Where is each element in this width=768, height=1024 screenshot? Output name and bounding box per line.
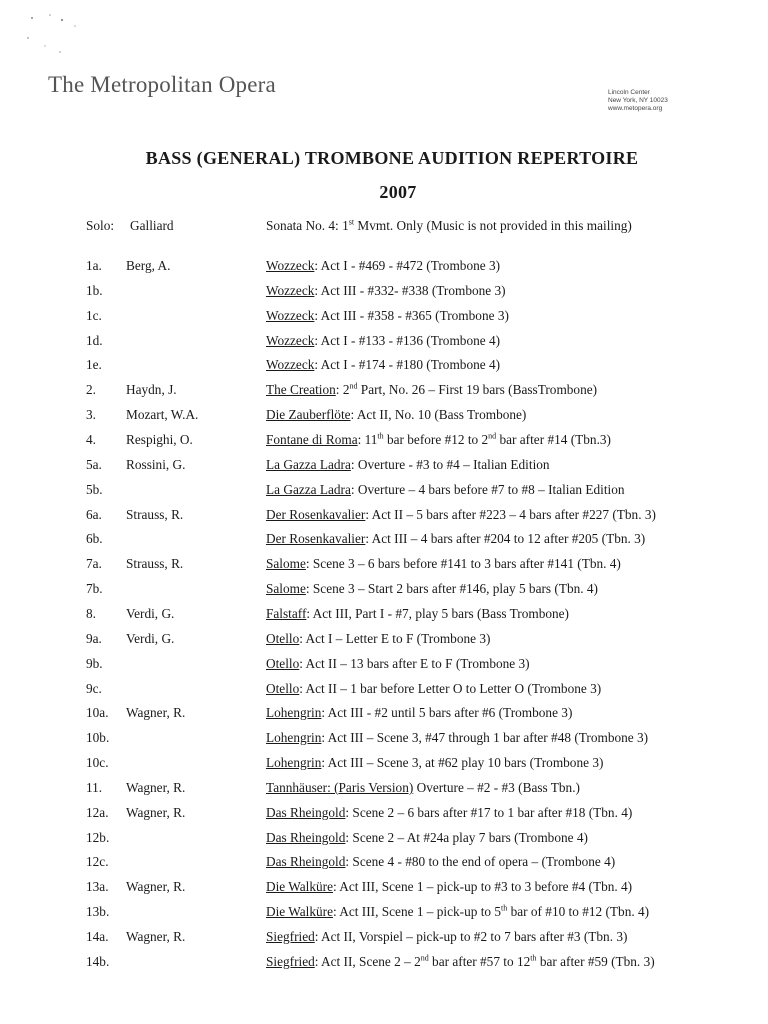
work-title: Der Rosenkavalier (266, 531, 366, 547)
work-title: Lohengrin (266, 705, 322, 721)
text-part: : Act II – 1 bar before Letter O to Letter O (Trombone 3) (299, 680, 602, 696)
ordinal-suffix: st (348, 217, 355, 227)
entry-number: 11. (86, 779, 103, 795)
work-title: Der Rosenkavalier (266, 506, 366, 522)
met-opera-logo: The Metropolitan Opera (48, 72, 276, 97)
entry-number: 4. (86, 432, 96, 447)
entry-composer: Haydn, J. (126, 382, 177, 398)
entry-number: 1e. (86, 357, 102, 373)
solo-label: Solo: (86, 218, 115, 233)
entry-number: 10c. (86, 755, 109, 770)
text-part: : Scene 3 – 6 bars before #141 to 3 bars after #141 (Tbn. 4) (305, 556, 621, 572)
entry-piece (266, 606, 569, 622)
address-block (608, 89, 668, 113)
repertoire-row (0, 581, 768, 603)
work-title: Lohengrin (266, 755, 322, 770)
repertoire-row (0, 283, 768, 305)
entry-piece (266, 382, 597, 398)
text-part: bar after #57 to 12 (428, 953, 531, 969)
entry-number: 14a. (86, 929, 109, 944)
entry-number: 12c. (86, 854, 109, 870)
work-title: Otello (266, 680, 300, 696)
repertoire-row (0, 681, 768, 703)
entry-number: 8. (86, 605, 96, 621)
repertoire-row (0, 407, 768, 429)
scan-specks (20, 8, 90, 58)
entry-composer: Strauss, R. (126, 556, 184, 572)
repertoire-row (0, 830, 768, 852)
text-part: : Act I – Letter E to F (Trombone 3) (299, 630, 491, 646)
address-line: www.metopera.org (608, 105, 663, 112)
work-title: Tannhäuser: (Paris Version) (266, 779, 414, 795)
entry-number: 1b. (86, 282, 103, 298)
entry-piece (266, 656, 530, 672)
entry-piece (266, 432, 611, 448)
repertoire-row (0, 507, 768, 529)
entry-piece (266, 755, 603, 771)
entry-number: 9a. (86, 630, 102, 646)
text-part: bar after #14 (Tbn.3) (496, 432, 611, 447)
text-part: : Act II, No. 10 (Bass Trombone) (350, 407, 527, 423)
text-part: bar after #59 (Tbn. 3) (536, 953, 655, 969)
repertoire-row (0, 333, 768, 355)
entry-number: 12a. (86, 804, 109, 820)
entry-piece (266, 631, 490, 647)
repertoire-row (0, 730, 768, 752)
repertoire-row (0, 879, 768, 901)
ordinal-suffix: nd (420, 953, 429, 963)
text-part: : Act III - #332- #338 (Trombone 3) (314, 282, 506, 298)
text-part: : Overture – 4 bars before #7 to #8 – Italian Edition (350, 481, 625, 497)
text-part: bar of #10 to #12 (Tbn. 4) (507, 904, 650, 920)
text-part: bar before #12 to 2 (383, 432, 489, 447)
entry-piece (266, 258, 500, 274)
text-part: : Overture - #3 to #4 – Italian Edition (350, 456, 550, 472)
text-part: Sonata No. 4: 1 (266, 218, 349, 233)
repertoire-row (0, 482, 768, 504)
entry-piece (266, 357, 500, 373)
work-title: Siegfried (266, 929, 315, 944)
repertoire-row (0, 308, 768, 330)
text-part: : Act II, Scene 2 – 2 (314, 953, 421, 969)
entry-piece (266, 407, 526, 423)
entry-number: 9b. (86, 655, 103, 671)
entry-composer: Verdi, G. (126, 630, 175, 646)
work-title: Wozzeck (266, 332, 315, 348)
repertoire-row (0, 631, 768, 653)
entry-number: 9c. (86, 680, 102, 696)
text-part: : Act III – Scene 3, at #62 play 10 bars (Trombone 3) (321, 755, 604, 770)
text-part: : Act I - #469 - #472 (Trombone 3) (314, 258, 501, 273)
entry-number: 1d. (86, 332, 103, 348)
entry-piece (266, 681, 601, 697)
entry-piece (266, 879, 632, 895)
solo-row (0, 218, 768, 240)
entry-composer: Wagner, R. (126, 779, 186, 795)
text-part: : Scene 2 – 6 bars after #17 to 1 bar after #18 (Tbn. 4) (345, 804, 633, 820)
work-title: La Gazza Ladra (266, 481, 351, 497)
repertoire-row (0, 929, 768, 951)
work-title: Die Zauberflöte (266, 407, 351, 423)
text-part: Part, No. 26 – First 19 bars (BassTrombone) (357, 382, 598, 398)
repertoire-row (0, 656, 768, 678)
entry-number: 14b. (86, 953, 110, 969)
repertoire-row (0, 457, 768, 479)
entry-number: 7a. (86, 556, 102, 572)
entry-number: 13a. (86, 879, 109, 895)
repertoire-row (0, 606, 768, 628)
text-part: : Act III – Scene 3, #47 through 1 bar after #48 (Trombone 3) (321, 730, 649, 746)
work-title: Das Rheingold (266, 854, 346, 870)
entry-number: 6b. (86, 531, 103, 547)
text-part: : Act II – 5 bars after #223 – 4 bars after #227 (Tbn. 3) (365, 506, 656, 522)
entry-number: 6a. (86, 506, 102, 522)
repertoire-row (0, 805, 768, 827)
work-title: Wozzeck (266, 282, 315, 298)
ordinal-suffix: th (377, 431, 384, 441)
repertoire-row (0, 954, 768, 976)
entry-composer: Berg, A. (126, 258, 171, 273)
text-part: Mvmt. Only (Music is not provided in this mailing) (354, 218, 632, 233)
entry-piece (266, 929, 627, 945)
solo-composer: Galliard (130, 218, 174, 233)
entry-piece (266, 954, 655, 970)
entry-piece (266, 780, 580, 796)
entry-number: 12b. (86, 829, 110, 845)
work-title: Otello (266, 655, 300, 671)
entry-number: 10a. (86, 705, 109, 721)
work-title: Wozzeck (266, 258, 315, 273)
entry-piece (266, 904, 649, 920)
entry-number: 10b. (86, 730, 110, 746)
work-title: Siegfried (266, 953, 315, 969)
text-part: : Act III, Scene 1 – pick-up to #3 to 3 before #4 (Tbn. 4) (333, 879, 633, 895)
work-title: Die Walküre (266, 879, 333, 895)
text-part: : Act I - #174 - #180 (Trombone 4) (314, 357, 501, 373)
entry-piece (266, 531, 645, 547)
repertoire-row (0, 705, 768, 727)
entry-piece (266, 805, 632, 821)
work-title: Lohengrin (266, 730, 322, 746)
entry-composer: Verdi, G. (126, 605, 175, 621)
entry-composer: Wagner, R. (126, 929, 186, 944)
entry-composer: Rossini, G. (126, 456, 186, 472)
entry-piece (266, 556, 621, 572)
work-title: Fontane di Roma (266, 432, 358, 447)
address-line: New York, NY 10023 (608, 97, 668, 104)
entry-piece (266, 457, 550, 473)
entry-composer: Wagner, R. (126, 705, 186, 721)
repertoire-row (0, 556, 768, 578)
text-part: : Scene 4 - #80 to the end of opera – (Trombone 4) (345, 854, 616, 870)
entry-number: 2. (86, 382, 96, 398)
entry-piece (266, 308, 509, 324)
entry-number: 13b. (86, 904, 110, 920)
work-title: Das Rheingold (266, 829, 346, 845)
entry-number: 5b. (86, 481, 103, 497)
text-part: : Scene 2 – At #24a play 7 bars (Trombone 4) (345, 829, 588, 845)
work-title: La Gazza Ladra (266, 456, 351, 472)
work-title: Otello (266, 630, 300, 646)
entry-piece (266, 854, 615, 870)
entry-composer: Mozart, W.A. (126, 407, 199, 423)
entry-piece (266, 830, 588, 846)
entry-piece (266, 730, 648, 746)
work-title: Die Walküre (266, 904, 333, 920)
entry-number: 7b. (86, 581, 103, 596)
text-part: : Act II, Vorspiel – pick-up to #2 to 7 bars after #3 (Tbn. 3) (314, 929, 628, 944)
work-title: Das Rheingold (266, 804, 346, 820)
work-title: Wozzeck (266, 357, 315, 373)
entry-piece (266, 333, 500, 349)
repertoire-row (0, 357, 768, 379)
repertoire-row (0, 531, 768, 553)
document-year: 2007 (379, 182, 417, 202)
entry-number: 3. (86, 407, 96, 423)
repertoire-row (0, 432, 768, 454)
entry-number: 1a. (86, 258, 102, 273)
text-part: : 2 (335, 382, 350, 398)
text-part: Overture – #2 - #3 (Bass Tbn.) (413, 779, 580, 795)
work-title: Wozzeck (266, 307, 315, 323)
text-part: : Act III - #2 until 5 bars after #6 (Trombone 3) (321, 705, 573, 721)
entry-piece (266, 482, 625, 498)
entry-composer: Respighi, O. (126, 432, 193, 447)
work-title: Salome (266, 581, 306, 596)
text-part: : Act III, Part I - #7, play 5 bars (Bass Trombone) (306, 605, 569, 621)
document-title: BASS (GENERAL) TROMBONE AUDITION REPERTOIRE (145, 148, 639, 168)
repertoire-row (0, 780, 768, 802)
text-part: : Act III - #358 - #365 (Trombone 3) (314, 307, 509, 323)
text-part: : Act I - #133 - #136 (Trombone 4) (314, 332, 501, 348)
entry-number: 1c. (86, 307, 102, 323)
entry-composer: Wagner, R. (126, 804, 186, 820)
repertoire-row (0, 755, 768, 777)
solo-piece (266, 218, 632, 234)
ordinal-suffix: th (501, 903, 508, 913)
work-title: Salome (266, 556, 306, 572)
ordinal-suffix: nd (349, 381, 358, 391)
work-title: Falstaff (266, 605, 307, 621)
text-part: : Act II – 13 bars after E to F (Trombone 3) (299, 655, 530, 671)
text-part: : Act III – 4 bars after #204 to 12 after #205 (Tbn. 3) (365, 531, 646, 547)
entry-number: 5a. (86, 456, 102, 472)
entry-piece (266, 705, 572, 721)
entry-piece (266, 283, 506, 299)
address-line: Lincoln Center (608, 89, 650, 96)
work-title: The Creation (266, 382, 336, 398)
entry-piece (266, 581, 598, 597)
entry-composer: Strauss, R. (126, 506, 184, 522)
text-part: : Act III, Scene 1 – pick-up to 5 (333, 904, 502, 920)
text-part: : Scene 3 – Start 2 bars after #146, play 5 bars (Tbn. 4) (305, 581, 598, 596)
text-part: : 11 (357, 432, 378, 447)
entry-piece (266, 507, 656, 523)
ordinal-suffix: th (530, 953, 537, 963)
repertoire-row (0, 904, 768, 926)
repertoire-row (0, 258, 768, 280)
ordinal-suffix: nd (488, 431, 497, 441)
entry-composer: Wagner, R. (126, 879, 186, 895)
repertoire-row (0, 382, 768, 404)
repertoire-row (0, 854, 768, 876)
